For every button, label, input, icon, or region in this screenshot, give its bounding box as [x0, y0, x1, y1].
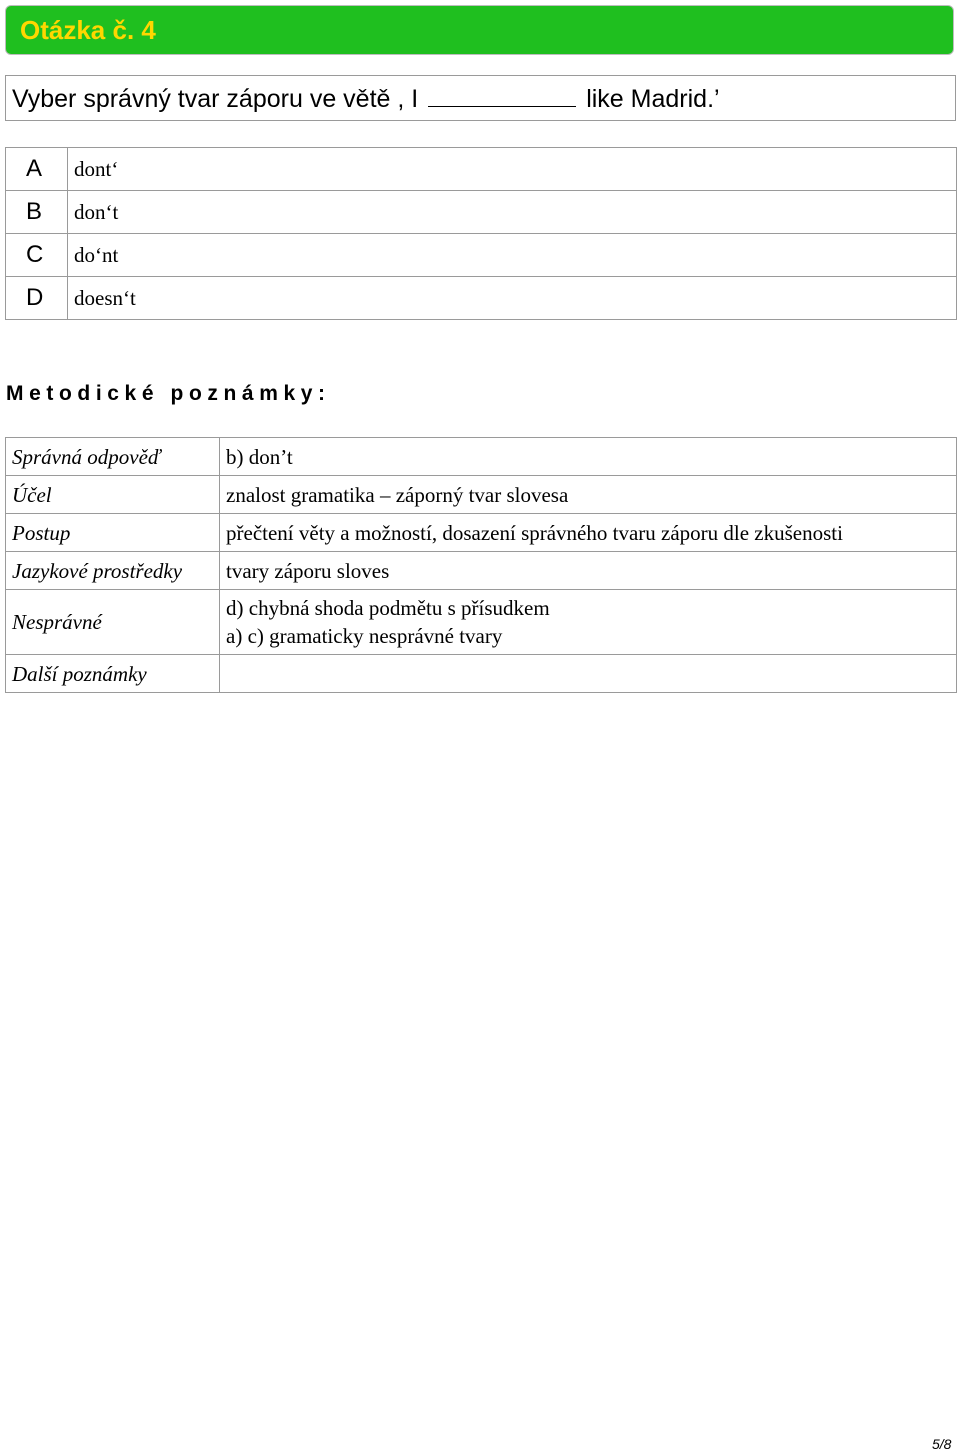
option-letter: C [6, 234, 68, 277]
note-value-line: a) c) gramaticky nesprávné tvary [226, 624, 503, 648]
note-value: znalost gramatika – záporný tvar slovesa [220, 476, 957, 514]
option-row-b[interactable] [6, 191, 957, 234]
notes-row [6, 438, 957, 476]
note-value [220, 655, 957, 693]
notes-row [6, 476, 957, 514]
page-number: 5/8 [932, 1436, 952, 1452]
note-value: přečtení věty a možností, dosazení správného tvaru záporu dle zkušenosti [220, 514, 957, 552]
answer-blank [428, 84, 576, 107]
note-label: Nesprávné [6, 590, 220, 655]
question-text [12, 84, 720, 114]
answer-options-table [5, 147, 957, 320]
methodical-notes-table [5, 437, 957, 693]
option-row-d[interactable] [6, 277, 957, 320]
question-header-bar [5, 5, 954, 55]
option-text: don‘t [68, 191, 957, 234]
question-number-title: Otázka č. 4 [20, 15, 156, 45]
option-letter: D [6, 277, 68, 320]
option-letter: A [6, 148, 68, 191]
option-letter: B [6, 191, 68, 234]
notes-row [6, 552, 957, 590]
note-label: Postup [6, 514, 220, 552]
notes-row [6, 590, 957, 655]
question-box [5, 75, 956, 121]
note-value: tvary záporu sloves [220, 552, 957, 590]
note-value-line: d) chybná shoda podmětu s přísudkem [226, 596, 550, 620]
option-row-c[interactable] [6, 234, 957, 277]
question-text-after: like Madrid.’ [586, 85, 720, 113]
note-value: b) don’t [220, 438, 957, 476]
option-row-a[interactable] [6, 148, 957, 191]
note-label: Účel [6, 476, 220, 514]
methodical-notes-heading: Metodické poznámky: [6, 382, 331, 405]
option-text: dont‘ [68, 148, 957, 191]
option-text: do‘nt [68, 234, 957, 277]
note-label: Správná odpověď [6, 438, 220, 476]
question-text-before: Vyber správný tvar záporu ve větě , I [12, 85, 419, 113]
notes-row [6, 655, 957, 693]
note-label: Jazykové prostředky [6, 552, 220, 590]
notes-row [6, 514, 957, 552]
note-label: Další poznámky [6, 655, 220, 693]
option-text: doesn‘t [68, 277, 957, 320]
note-value-multiline [220, 590, 957, 655]
